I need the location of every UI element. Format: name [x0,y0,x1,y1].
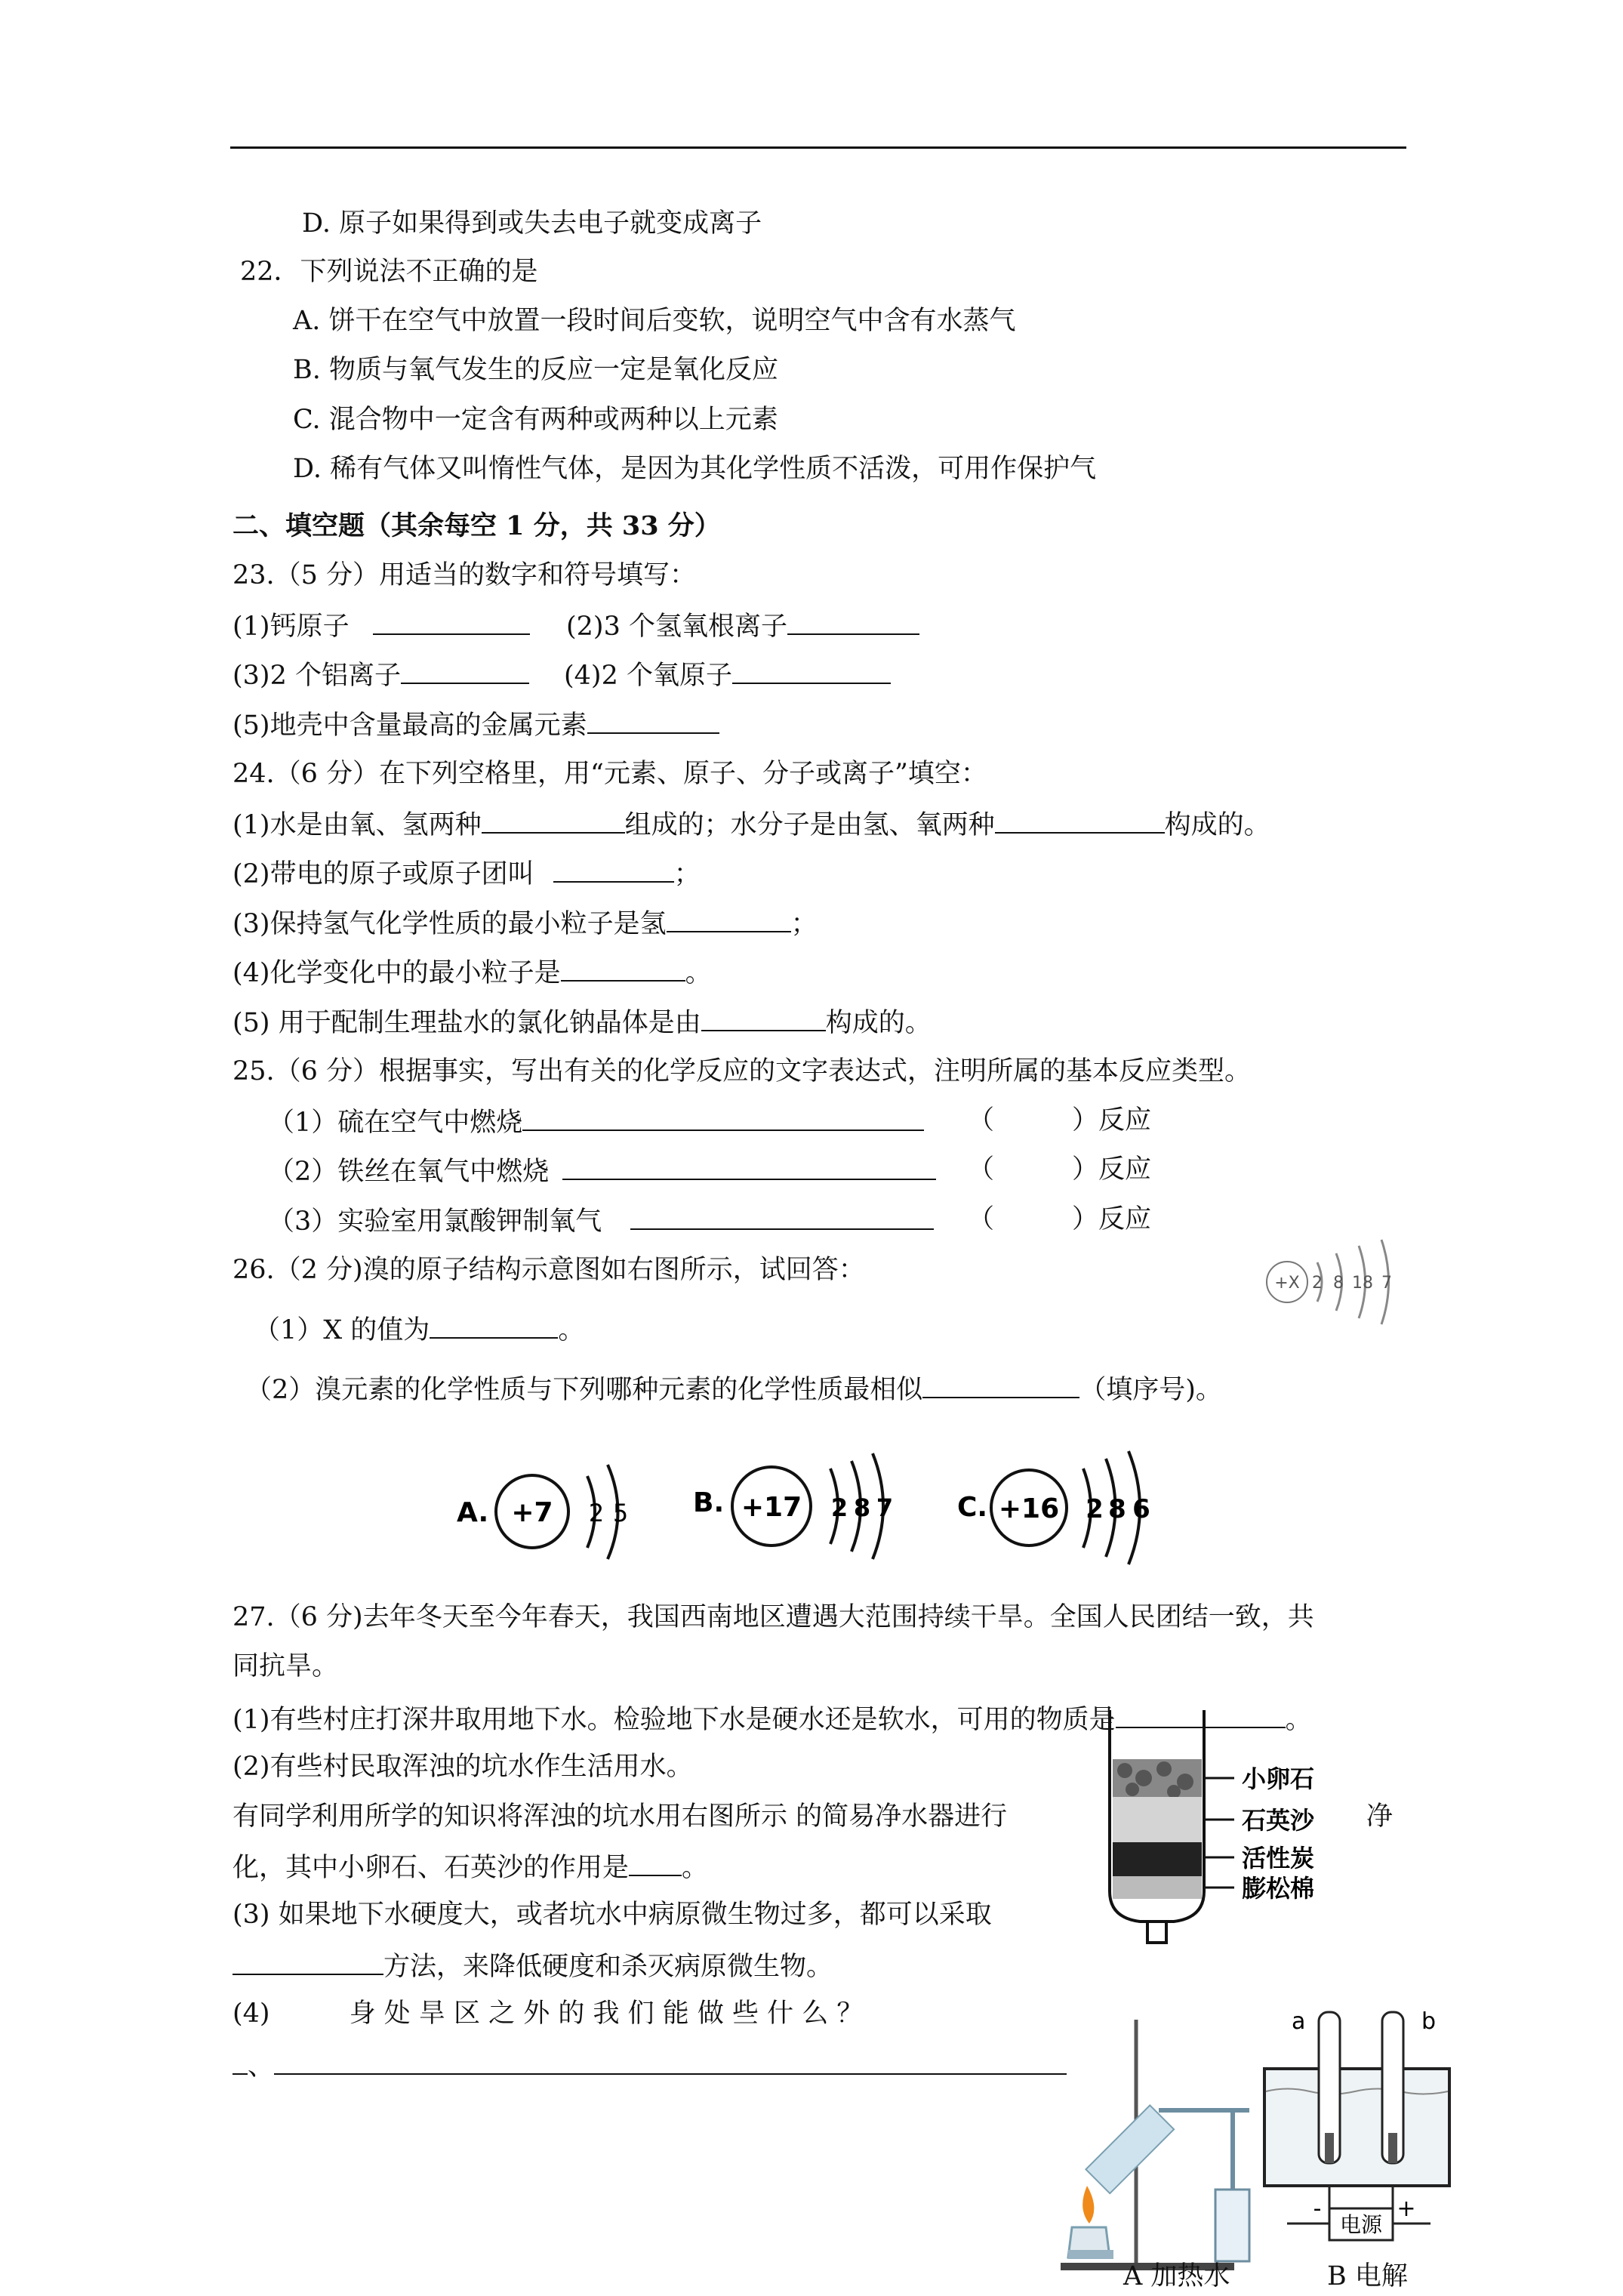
q24-part2: (2)带电的原子或原子团叫 ； [233,855,701,891]
q27-part2-tail: 净 [1366,1801,1394,1832]
option-c-atom [957,1451,1150,1564]
q25-part3: （3）实验室用氯酸钾制氧气 [268,1203,934,1238]
svg-text:6: 6 [1132,1494,1150,1524]
option-a-atom [457,1465,628,1559]
q25-paren-open: （ [968,1105,995,1136]
q23-part2: (2)3 个氢氧根离子 [566,608,919,643]
q23-part5: (5)地壳中含量最高的金属元素 [233,707,719,742]
q25-paren-close: ）反应 [1072,1154,1152,1185]
heating-water-figure [1053,1997,1257,2295]
svg-text:+7: +7 [511,1497,553,1528]
plus-sign: + [1397,2196,1416,2222]
q26-part1: （1）X 的值为 。 [254,1311,584,1347]
q22-option-a: A. 饼干在空气中放置一段时间后变软，说明空气中含有水蒸气 [293,306,1016,336]
answer-blank[interactable] [233,2048,248,2075]
q23-part3: (3)2 个铝离子 [233,657,529,692]
answer-blank[interactable] [562,1153,936,1180]
q27-part2-desc: 有同学利用所学的知识将浑浊的坑水用右图所示 的简易净水器进行 [233,1801,1008,1832]
q27-part3: (3) 如果地下水硬度大，或者坑水中病原微生物过多，都可以采取 [233,1900,992,1930]
svg-text:7: 7 [876,1493,894,1522]
q22-option-d: D. 稀有气体又叫惰性气体，是因为其化学性质不活泼，可用作保护气 [293,454,1097,484]
q27-part2: (2)有些村民取浑浊的坑水作生活用水。 [233,1752,693,1782]
q25-part1: （1）硫在空气中燃烧 [268,1104,924,1139]
svg-text:B.: B. [693,1487,725,1518]
minus-sign: - [1313,2196,1322,2222]
q24-part3: (3)保持氢气化学性质的最小粒子是氢 ； [233,905,818,941]
answer-blank[interactable] [274,2048,1067,2075]
tube-b-label: b [1421,2008,1437,2035]
q27-stem-line1: 27.（6 分)去年冬天至今年春天，我国西南地区遭遇大范围持续干旱。全国人民团结一致，共 [233,1602,1314,1632]
q25-paren-open: （ [968,1204,995,1234]
q27-part2-cont: 化，其中小卵石、石英沙的作用是 。 [233,1849,708,1885]
atom-options-diagram [453,1435,1208,1586]
q27-part3-cont: 方法，来降低硬度和杀灭病原微生物。 [233,1948,833,1983]
figure-a-caption: A 加热水 [1123,2261,1230,2291]
shell-count: 2 [1312,1274,1323,1293]
svg-text:A.: A. [457,1497,489,1528]
filter-label-cotton: 膨松棉 [1242,1874,1315,1903]
svg-text:5: 5 [612,1499,629,1527]
q25-paren-close: ）反应 [1072,1105,1152,1136]
q22-option-c: C. 混合物中一定含有两种或两种以上元素 [293,405,778,435]
shell-count: 7 [1381,1274,1392,1293]
q23-part1: (1)钙原子 [233,608,530,643]
q27-part1: (1)有些村庄打深井取用地下水。检验地下水是硬水还是软水，可用的物质是 。 [233,1701,1312,1737]
shell-count: 8 [1333,1274,1344,1293]
answer-blank[interactable] [630,1203,934,1230]
q25-part2: （2）铁丝在氧气中燃烧 [268,1153,936,1188]
filter-label-pebbles: 小卵石 [1242,1764,1315,1793]
filter-label-carbon: 活性炭 [1242,1844,1315,1872]
section2-title: 二、填空题（其余每空 1 分，共 33 分） [233,510,721,541]
svg-text:+16: +16 [998,1493,1060,1524]
answer-blank[interactable] [732,657,891,684]
q25-stem: 25.（6 分）根据事实，写出有关的化学反应的文字表达式，注明所属的基本反应类型。 [233,1056,1252,1086]
option-b-atom [693,1453,893,1559]
q24-part1: (1)水是由氧、氢两种 组成的；水分子是由氢、氧两种 构成的。 [233,806,1270,842]
q23-part4: (4)2 个氧原子 [564,657,891,692]
q21-option-d: D. 原子如果得到或失去电子就变成离子 [302,208,762,239]
filter-label-sand: 石英沙 [1242,1806,1315,1835]
q27-part4-answer: 、 [233,2048,1067,2083]
svg-text:2: 2 [588,1499,605,1527]
tube-a-label: a [1292,2008,1306,2035]
answer-blank[interactable] [701,1004,826,1031]
q22-option-b: B. 物质与氧气发生的反应一定是氧化反应 [293,355,778,385]
answer-blank[interactable] [522,1104,924,1131]
svg-text:2: 2 [830,1493,848,1522]
q24-part5: (5) 用于配制生理盐水的氯化钠晶体是由 构成的。 [233,1004,932,1040]
q26-stem: 26.（2 分)溴的原子结构示意图如右图所示，试回答： [233,1255,865,1285]
q25-paren-close: ）反应 [1072,1204,1152,1234]
water-filter-figure [1095,1703,1397,1959]
electrolysis-figure [1257,1997,1461,2284]
answer-blank[interactable] [561,954,685,982]
answer-blank[interactable] [233,1948,383,1975]
q23-stem: 23.（5 分）用适当的数字和符号填写： [233,560,697,590]
svg-text:+17: +17 [741,1492,802,1523]
q24-part4: (4)化学变化中的最小粒子是 。 [233,954,712,990]
q27-part4: (4) 身 处 旱 区 之 外 的 我 们 能 做 些 什 么 ？ [233,1999,864,2029]
svg-text:C.: C. [957,1492,988,1523]
q24-stem: 24.（6 分）在下列空格里，用“元素、原子、分子或离子”填空： [233,759,987,789]
shell-count: 18 [1352,1274,1373,1293]
answer-blank[interactable] [787,608,919,635]
answer-blank[interactable] [430,1311,558,1339]
answer-blank[interactable] [482,806,625,834]
answer-blank[interactable] [667,905,791,932]
svg-text:8: 8 [1108,1494,1126,1524]
answer-blank[interactable] [922,1371,1079,1398]
answer-blank[interactable] [587,707,719,734]
answer-blank[interactable] [373,608,530,635]
answer-blank[interactable] [995,806,1165,834]
figure-b-caption: B 电解 [1327,2261,1408,2291]
header-rule [230,146,1406,149]
q25-paren-open: （ [968,1154,995,1185]
answer-blank[interactable] [629,1849,682,1876]
answer-blank[interactable] [401,657,529,684]
svg-text:8: 8 [853,1493,871,1522]
q27-stem-line2: 同抗旱。 [233,1651,339,1681]
bromine-nucleus: +X [1274,1274,1300,1293]
bromine-atom-diagram [1257,1223,1408,1344]
q22-stem: 22．下列说法不正确的是 [240,257,538,287]
answer-blank[interactable] [553,855,674,883]
q26-part2: （2）溴元素的化学性质与下列哪种元素的化学性质最相似 （填序号)。 [245,1371,1222,1407]
svg-text:2: 2 [1086,1494,1104,1524]
power-source-label: 电源 [1339,2212,1383,2237]
